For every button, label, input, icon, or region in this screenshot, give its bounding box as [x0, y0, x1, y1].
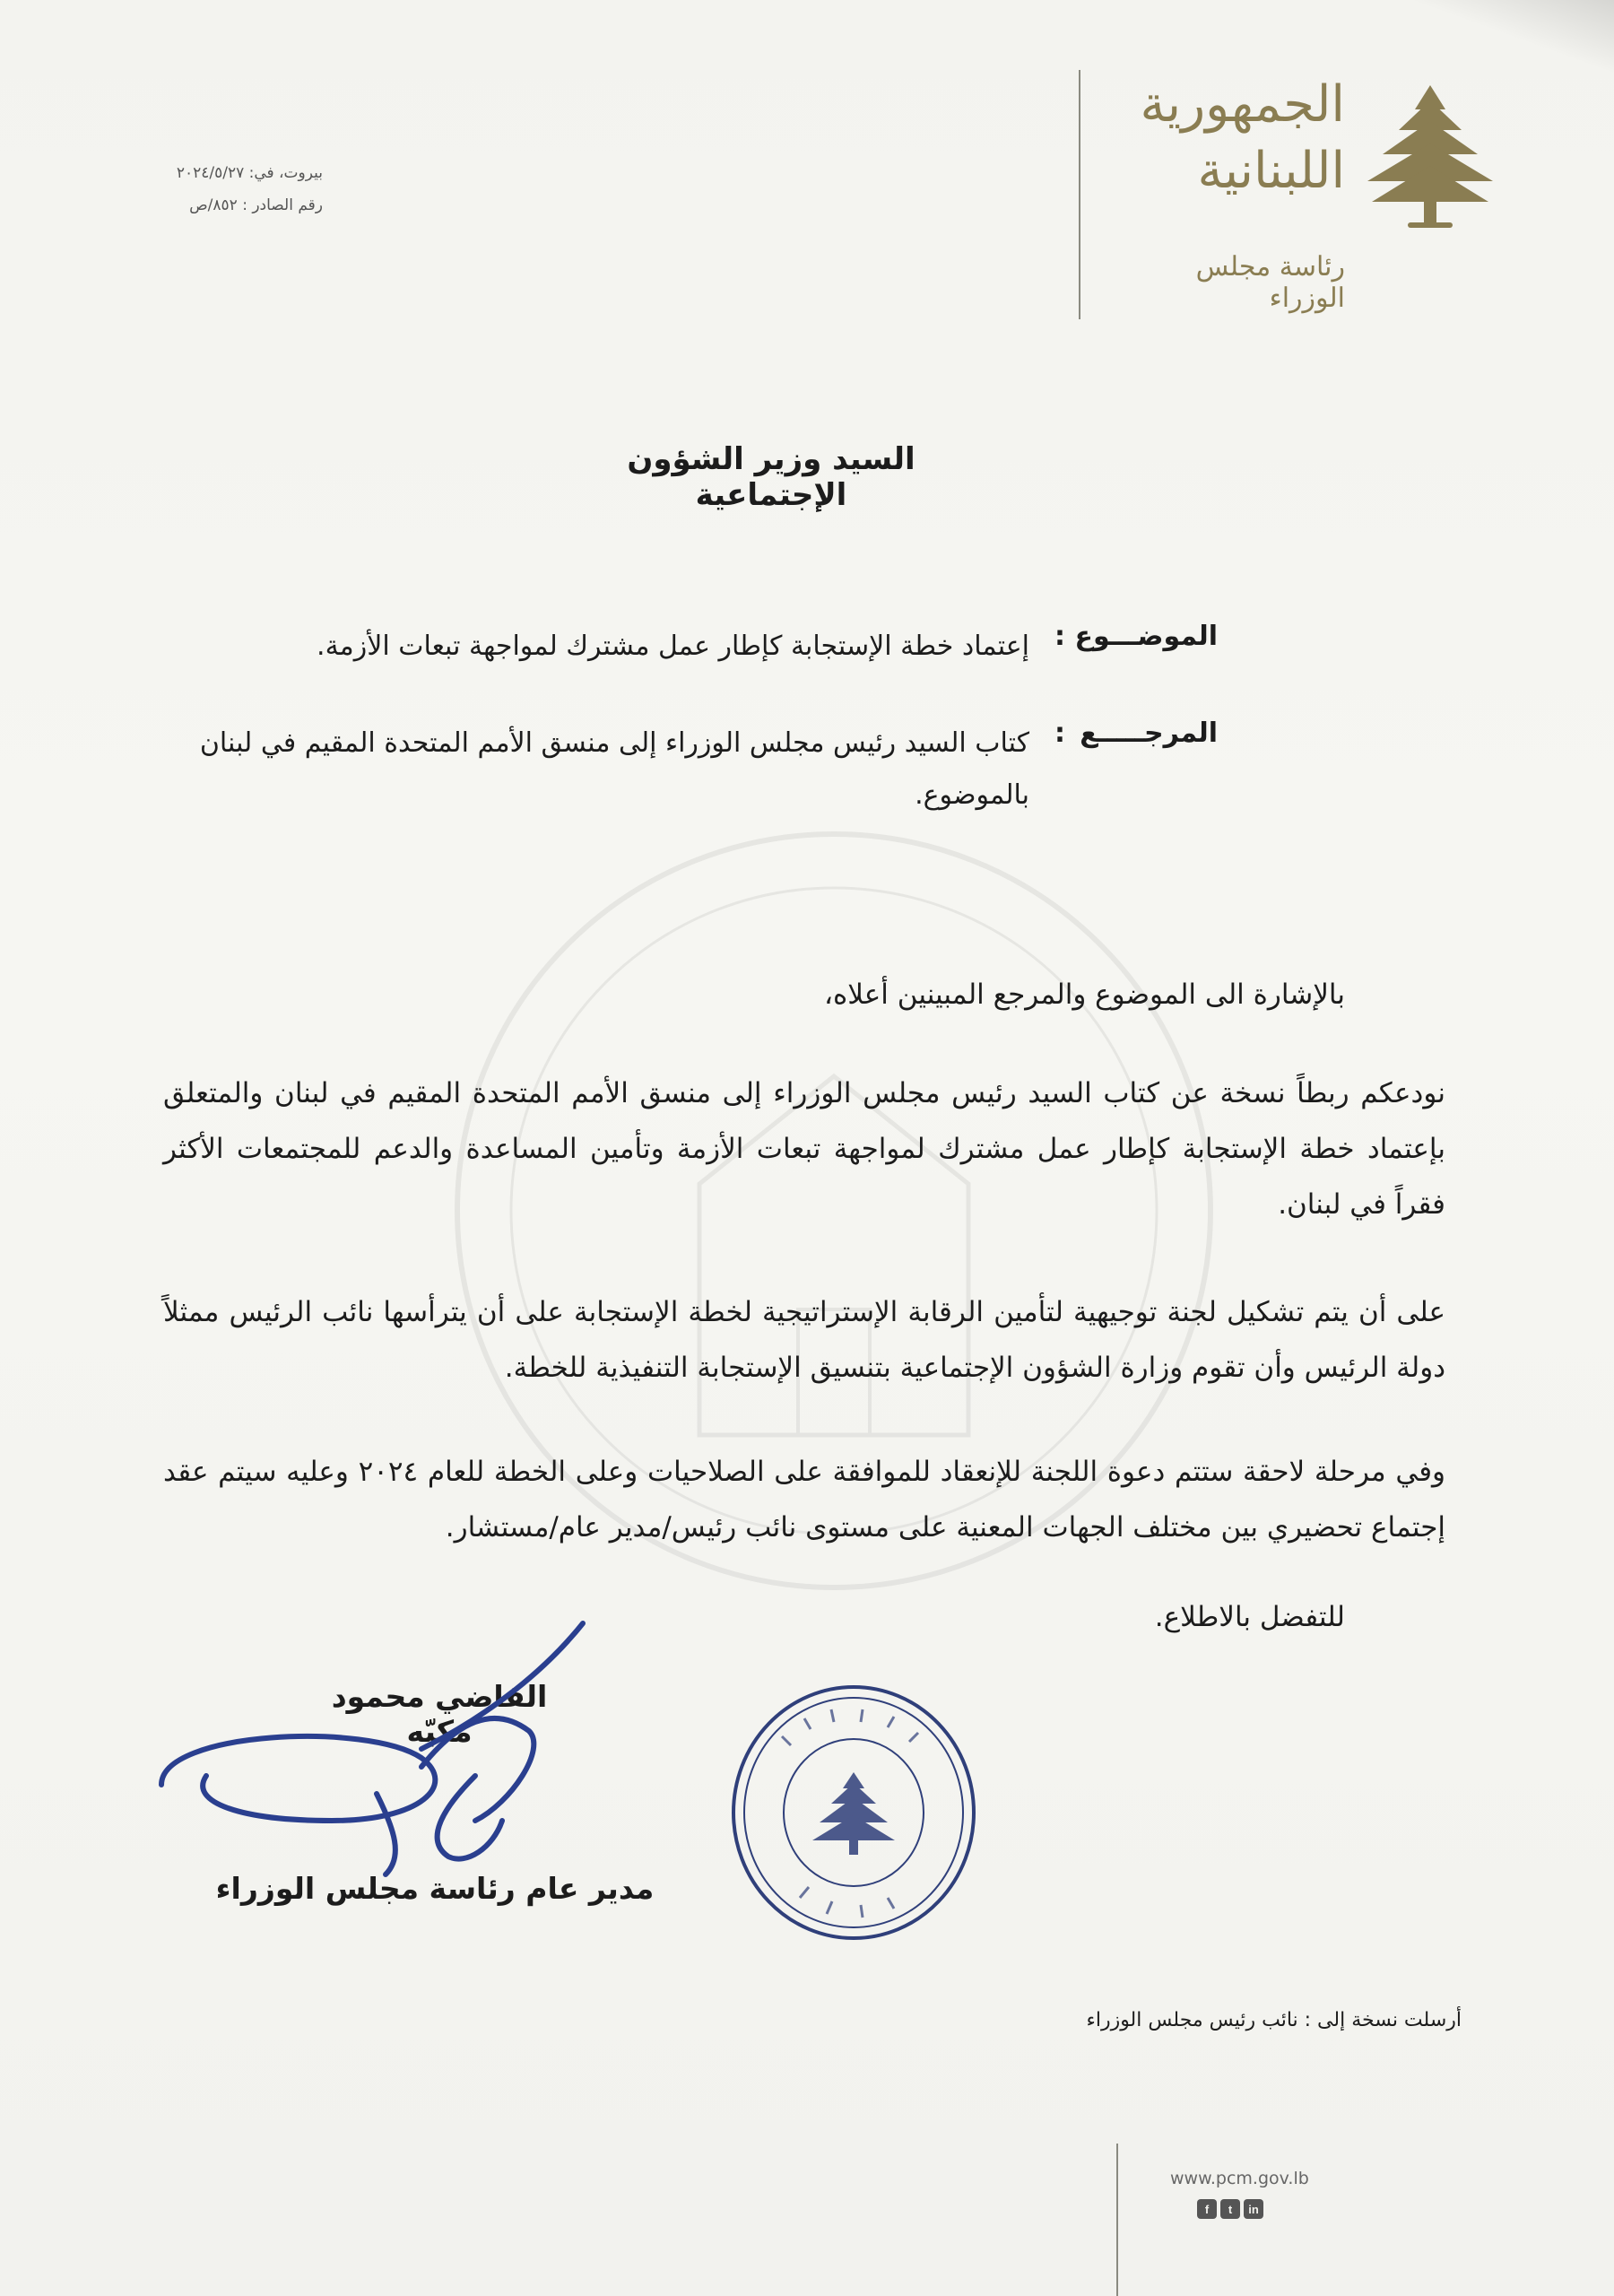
outgoing-number-line: رقم الصادر : ٨٥٢/ص	[189, 196, 323, 214]
facebook-icon[interactable]: f	[1197, 2199, 1217, 2219]
cedar-tree-icon	[1363, 81, 1497, 233]
footer-divider	[1116, 2144, 1118, 2296]
republic-title-line1: الجمهورية	[1140, 75, 1345, 134]
website-link[interactable]: www.pcm.gov.lb	[1170, 2169, 1309, 2188]
copy-recipient-line: أرسلت نسخة إلى : نائب رئيس مجلس الوزراء	[1086, 2009, 1462, 2031]
body-paragraph-3: على أن يتم تشكيل لجنة توجيهية لتأمين الرقابة الإستراتيجية لخطة الإستجابة على أن يترأسها نائب الرئيس ممثلاً دولة الرئيس وأن تقوم وزارة الشؤون الإجتماعية بتنسيق الإستجابة التنفيذية للخطة.	[163, 1296, 1445, 1384]
signer-title: مدير عام رئاسة مجلس الوزراء	[215, 1871, 655, 1906]
linkedin-icon[interactable]: in	[1244, 2199, 1263, 2219]
reference-label: المرجـــــع	[1080, 718, 1218, 749]
presidency-council-title: رئاسة مجلس الوزراء	[1195, 251, 1345, 314]
subject-label: الموضـــوع	[1074, 621, 1218, 652]
letterhead-logo	[1103, 72, 1497, 314]
closing-line: للتفضل بالاطلاع.	[1154, 1601, 1345, 1633]
reference-block	[72, 157, 323, 222]
signer-name: القاضي محمود مكيّه	[331, 1679, 548, 1749]
body-paragraph-4: وفي مرحلة لاحقة ستتم دعوة اللجنة للإنعقاد للموافقة على الصلاحيات وعلى الخطة للعام ٢٠٢٤ وعليه سيتم عقد إجتماع تحضيري بين مختلف الجهات المعنية على مستوى نائب رئيس/مدير عام/مستشار.	[163, 1456, 1445, 1544]
subject-field	[142, 621, 1218, 728]
twitter-icon[interactable]: t	[1220, 2199, 1240, 2219]
body-paragraph-2: نودعكم ربطاً نسخة عن كتاب السيد رئيس مجلس الوزراء إلى منسق الأمم المتحدة المقيم في لبنان والمتعلق بإعتماد خطة الإستجابة كإطار عمل مشترك لمواجهة تبعات الأزمة وتأمين المساعدة والدعم للمجتمعات الأكثر فقراً في لبنان.	[163, 1077, 1445, 1221]
date-line: بيروت، في: ٢٠٢٤/٥/٢٧	[176, 164, 323, 182]
social-icons	[1197, 2199, 1263, 2219]
subject-text: إعتماد خطة الإستجابة كإطار عمل مشترك لمواجهة تبعات الأزمة.	[317, 631, 1029, 662]
reference-text: كتاب السيد رئيس مجلس الوزراء إلى منسق الأمم المتحدة المقيم في لبنان بالموضوع.	[199, 727, 1029, 811]
recipient-heading: السيد وزير الشؤون الإجتماعية	[627, 441, 915, 513]
reference-colon: :	[1054, 718, 1065, 749]
subject-colon: :	[1054, 621, 1065, 652]
reference-field	[142, 718, 1218, 843]
republic-title-line2: اللبنانية	[1197, 142, 1345, 200]
official-stamp	[728, 1683, 979, 1943]
republic-title	[1121, 72, 1345, 204]
handwritten-signature	[152, 1614, 619, 1883]
header-divider	[1079, 70, 1080, 319]
body-paragraph-1: بالإشارة الى الموضوع والمرجع المبينين أعلاه،	[824, 978, 1345, 1011]
